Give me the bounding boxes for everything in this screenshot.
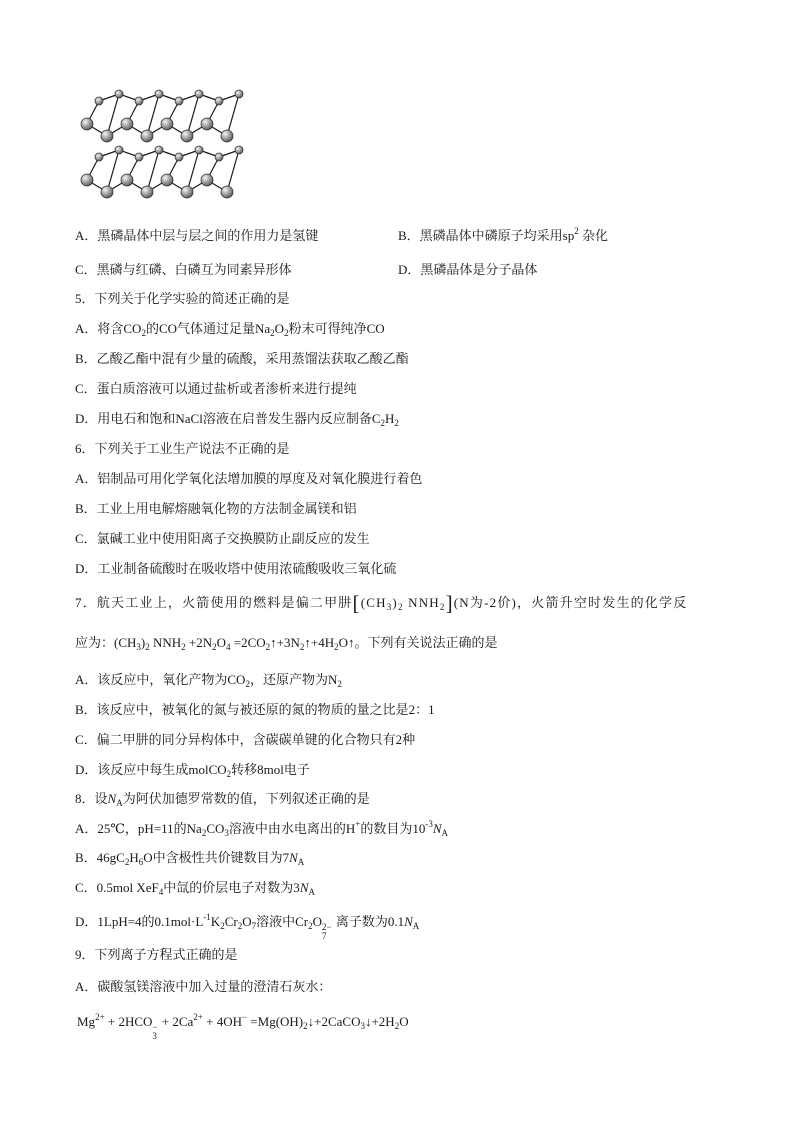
text-run: D．黑磷晶体是分子晶体	[398, 262, 538, 277]
q6-option-d	[75, 559, 396, 579]
text-run: A．该反应中，氧化产物为CO	[75, 672, 246, 687]
text-run: B．工业上用电解熔融氧化物的方法制金属镁和铝	[75, 501, 357, 516]
text-run: +2N	[185, 635, 213, 650]
text-run: )	[392, 595, 398, 610]
text-run: 溶液中Cr	[256, 914, 309, 929]
italic-symbol: N	[404, 914, 413, 929]
text-run: =2CO	[230, 635, 266, 650]
subscript: 2	[334, 642, 339, 652]
phosphorus-atom	[175, 153, 183, 161]
text-run: ，还原产物为N	[249, 672, 338, 687]
text-run: K	[210, 914, 221, 929]
text-run: 7．航天工业上，火箭使用的燃料是偏二甲肼	[75, 595, 353, 610]
phosphorus-atom	[221, 130, 233, 142]
phosphorus-atom	[195, 146, 203, 154]
text-run: ↓+2H	[364, 1014, 395, 1029]
subscript: A	[116, 798, 123, 808]
phosphorus-atom	[235, 146, 243, 154]
text-run: ↑+4H	[304, 635, 335, 650]
text-run: 粉末可得纯净CO	[288, 321, 385, 336]
phosphorus-atom	[235, 90, 243, 98]
text-run: 中氙的价层电子对数为3	[163, 880, 300, 895]
text-run: O中含极性共价键数目为7	[143, 850, 290, 865]
bracket: [	[352, 591, 361, 615]
phosphorus-atom	[135, 153, 143, 161]
q8-option-b	[75, 848, 304, 868]
subscript: 2	[181, 642, 186, 652]
q6-stem	[75, 439, 290, 459]
subscript: 2	[394, 418, 399, 428]
text-run: A．25℃，pH=11的Na	[75, 821, 202, 836]
text-run: =Mg(OH)	[247, 1014, 304, 1029]
superscript: −	[241, 1012, 248, 1022]
phosphorus-atom	[81, 118, 93, 130]
subscript: 2	[212, 642, 217, 652]
q4-option-d	[398, 260, 537, 280]
q7-stem-line-1	[75, 593, 687, 613]
subscript: A	[308, 887, 315, 897]
q7-stem-line-2	[75, 633, 498, 653]
subscript: 3	[152, 1031, 157, 1041]
subscript: 2	[237, 921, 243, 931]
superscript: −	[152, 1022, 158, 1032]
text-run: )	[140, 635, 146, 650]
text-run: 的数目为10	[360, 821, 426, 836]
text-run: H	[385, 411, 395, 426]
phosphorus-atom	[201, 174, 213, 186]
q6-option-b	[75, 499, 357, 519]
subscript: 3	[360, 1021, 365, 1031]
italic-symbol: N	[432, 821, 442, 836]
text-run: O	[399, 1014, 409, 1029]
q9-option-a	[75, 977, 331, 997]
text-run: 的CO气体通过足量Na	[145, 321, 271, 336]
subscript: 6	[138, 857, 144, 867]
text-run: ↑+3N	[270, 635, 300, 650]
q4-option-a	[75, 226, 318, 246]
subscript: 2	[397, 602, 404, 612]
subscript: 2	[394, 1021, 400, 1031]
phosphorus-atom	[95, 153, 103, 161]
text-run: + 2HCO	[104, 1014, 153, 1029]
text-run: 溶液中由水电离出的H	[228, 821, 356, 836]
text-run: A．碳酸氢镁溶液中加入过量的澄清石灰水：	[75, 979, 332, 994]
text-run: 离子数为0.1	[332, 914, 405, 929]
text-run: Cr	[224, 914, 238, 929]
text-run: NNH	[403, 595, 440, 610]
text-run: A．黑磷晶体中层与层之间的作用力是氢键	[75, 228, 319, 243]
text-run: + 4OH	[202, 1014, 242, 1029]
q5-option-c	[75, 379, 357, 399]
subscript: 7	[251, 921, 257, 931]
text-run: B．46gC	[75, 850, 125, 865]
q5-option-a	[75, 319, 385, 339]
superscript: 2	[574, 226, 579, 236]
subscript: 2	[380, 418, 386, 428]
q5-option-b	[75, 349, 409, 369]
q4-option-b	[398, 226, 608, 246]
text-run: C．黑磷与红磷、白磷互为同素异形体	[75, 262, 292, 277]
subscript: 7	[321, 931, 327, 941]
phosphorus-atom	[121, 174, 133, 186]
bond	[227, 94, 239, 136]
phosphorus-atom	[161, 118, 173, 130]
q6-option-c	[75, 529, 370, 549]
text-run: 9．下列离子方程式正确的是	[75, 947, 238, 962]
phosphorus-atom	[161, 174, 173, 186]
text-run: A．铝制品可用化学氧化法增加膜的厚度及对氧化膜进行着色	[75, 471, 423, 486]
subscript: 2	[284, 328, 289, 338]
text-run: 8．设	[75, 791, 108, 806]
subscript: A	[297, 857, 305, 867]
subscript: 2	[337, 679, 342, 689]
italic-symbol: N	[299, 880, 309, 895]
subscript: 2	[245, 679, 250, 689]
q9-stem	[75, 945, 238, 965]
text-run: C．0.5mol XeF	[75, 880, 159, 895]
subscript: 4	[158, 887, 164, 897]
q5-stem	[75, 289, 290, 309]
superscript: 2−	[321, 922, 332, 932]
subscript: 2	[270, 328, 275, 338]
phosphorus-atom	[155, 90, 163, 98]
italic-symbol: N	[107, 791, 117, 806]
text-run: + 2Ca	[158, 1014, 194, 1029]
superscript: +	[355, 819, 361, 829]
phosphorus-atom	[175, 97, 183, 105]
subscript: 2	[145, 642, 150, 652]
subscript: 2	[226, 769, 232, 779]
q8-option-d	[75, 912, 419, 941]
text-run: Mg	[77, 1014, 96, 1029]
bracket: ]	[445, 591, 454, 615]
text-run: O	[312, 914, 322, 929]
subscript: 2	[220, 921, 225, 931]
text-run: O↑。下列有关说法正确的是	[338, 635, 498, 650]
text-run: A．将含CO	[75, 321, 142, 336]
subscript: 2	[141, 328, 146, 338]
q4-option-c	[75, 260, 292, 280]
sub-sup-stack	[152, 1023, 157, 1041]
superscript: 2+	[193, 1012, 203, 1022]
phosphorus-atom	[101, 130, 113, 142]
phosphorus-atom	[215, 153, 223, 161]
subscript: 4	[226, 642, 231, 652]
text-run: O	[242, 914, 252, 929]
text-run: H	[129, 850, 139, 865]
text-run: ↓+2CaCO	[307, 1014, 361, 1029]
subscript: 3	[224, 828, 229, 838]
q9-option-a-equation	[77, 1012, 409, 1041]
superscript: -3	[425, 819, 433, 829]
text-run: (CH	[360, 595, 387, 610]
subscript: 3	[136, 642, 141, 652]
q7-option-a	[75, 670, 342, 690]
phosphorus-atom	[181, 186, 193, 198]
text-run: O	[216, 635, 227, 650]
italic-symbol: N	[289, 850, 298, 865]
subscript: 2	[439, 602, 446, 612]
phosphorus-atom	[101, 186, 113, 198]
q7-option-d	[75, 760, 310, 780]
text-run: D．用电石和饱和NaCl溶液在启普发生器内反应制备C	[75, 411, 381, 426]
text-run: B．黑磷晶体中磷原子均采用sp	[398, 228, 575, 243]
q8-stem	[75, 789, 370, 809]
text-run: 6．下列关于工业生产说法不正确的是	[75, 441, 290, 456]
phosphorus-atom	[215, 97, 223, 105]
text-run: 转移8mol电子	[231, 762, 310, 777]
black-phosphorus-structure-figure	[75, 86, 250, 206]
text-run: 应为：(CH	[75, 635, 137, 650]
phosphorus-atom	[141, 130, 153, 142]
subscript: 2	[265, 642, 271, 652]
text-run: D．该反应中每生成molCO	[75, 762, 227, 777]
text-run: D．工业制备硫酸时在吸收塔中使用浓硫酸吸收三氧化硫	[75, 561, 397, 576]
text-run: 为阿伏加德罗常数的值，下列叙述正确的是	[122, 791, 370, 806]
subscript: 2	[299, 642, 305, 652]
phosphorus-atom	[135, 97, 143, 105]
phosphorus-atom	[221, 186, 233, 198]
q8-option-a	[75, 819, 448, 839]
phosphorus-atom	[201, 118, 213, 130]
q8-option-c	[75, 878, 315, 898]
text-run: O	[274, 321, 285, 336]
text-run: B．乙酸乙酯中混有少量的硫酸，采用蒸馏法获取乙酸乙酯	[75, 351, 409, 366]
text-run: CO	[206, 821, 225, 836]
text-run: 杂化	[578, 228, 608, 243]
text-run: NNH	[149, 635, 182, 650]
subscript: 3	[386, 602, 393, 612]
text-run: C．氯碱工业中使用阳离子交换膜防止副反应的发生	[75, 531, 370, 546]
text-run: 5．下列关于化学实验的简述正确的是	[75, 291, 290, 306]
phosphorus-atom	[155, 146, 163, 154]
subscript: 2	[303, 1021, 308, 1031]
text-run: C．偏二甲肼的同分异构体中，含碳碳单键的化合物只有2种	[75, 732, 416, 747]
phosphorus-atom	[115, 90, 123, 98]
phosphorus-atom	[81, 174, 93, 186]
subscript: A	[412, 921, 420, 931]
subscript: 2	[308, 921, 313, 931]
q6-option-a	[75, 469, 422, 489]
q5-option-d	[75, 409, 399, 429]
text-run: (N为-2价)，火箭升空时发生的化学反	[453, 595, 688, 610]
phosphorus-atom	[95, 97, 103, 105]
bond	[227, 150, 239, 192]
phosphorus-atom	[115, 146, 123, 154]
text-run: B．该反应中，被氧化的氮与被还原的氮的物质的量之比是2：1	[75, 702, 435, 717]
q7-option-c	[75, 730, 415, 750]
subscript: A	[441, 828, 449, 838]
superscript: -1	[203, 912, 211, 922]
superscript: 2+	[95, 1012, 105, 1022]
subscript: 2	[124, 857, 130, 867]
text-run: D．1LpH=4的0.1mol·L	[75, 914, 204, 929]
phosphorus-atom	[141, 186, 153, 198]
phosphorus-atom	[121, 118, 133, 130]
subscript: 2	[201, 828, 207, 838]
phosphorus-atom	[195, 90, 203, 98]
sub-sup-stack	[322, 923, 332, 941]
text-run: C．蛋白质溶液可以通过盐析或者渗析来进行提纯	[75, 381, 357, 396]
phosphorus-atom	[181, 130, 193, 142]
q7-option-b	[75, 700, 435, 720]
